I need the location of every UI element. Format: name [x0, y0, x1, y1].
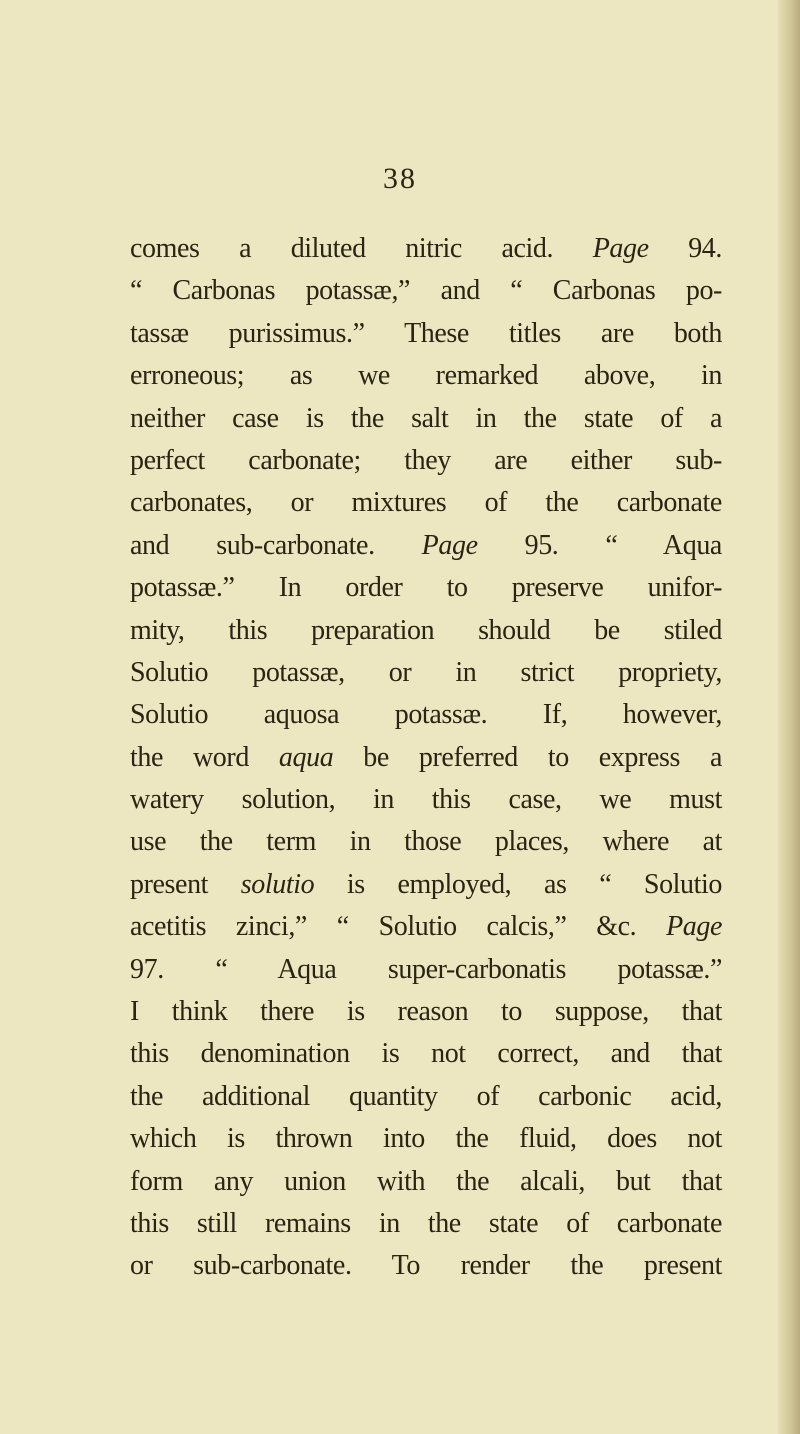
text-line: comes a diluted nitric acid. Page 94.	[130, 233, 723, 264]
text-line: I think there is reason to suppose, that	[130, 996, 723, 1028]
text-line: which is thrown into the fluid, does not	[130, 1123, 722, 1155]
text-line: “ Carbonas potassæ,” and “ Carbonas po-	[130, 275, 722, 307]
text-line: acetitis zinci,” “ Solutio calcis,” &c. Page	[130, 911, 723, 943]
text-line: form any union with the alcali, but that	[130, 1165, 722, 1197]
text-line: use the term in those places, where at	[130, 826, 722, 858]
text-line: watery solution, in this case, we must	[130, 784, 722, 816]
text-line: present solutio is employed, as “ Solutio	[130, 868, 723, 900]
text-line: neither case is the salt in the state of a	[130, 402, 723, 434]
text-line: mity, this preparation should be stiled	[130, 614, 722, 646]
text-line: erroneous; as we remarked above, in	[130, 360, 722, 392]
text-line: and sub-carbonate. Page 95. “ Aqua	[130, 529, 722, 561]
text-line: perfect carbonate; they are either sub-	[130, 444, 722, 476]
text-line: the additional quantity of carbonic acid,	[130, 1080, 723, 1112]
text-line: Solutio potassæ, or in strict propriety,	[130, 656, 723, 688]
text-line: or sub-carbonate. To render the present	[130, 1250, 722, 1282]
text-line: the word aqua be preferred to express a	[130, 741, 722, 773]
text-line: potassæ.” In order to preserve unifor-	[130, 572, 723, 604]
text-line: Solutio aquosa potassæ. If, however,	[130, 699, 723, 731]
text-line: carbonates, or mixtures of the carbonate	[130, 487, 722, 519]
page-number: 38	[383, 162, 417, 195]
text-line: this denomination is not correct, and that	[130, 1038, 722, 1070]
text-line: this still remains in the state of carbonate	[130, 1207, 722, 1239]
page-edge-shadow	[778, 0, 800, 1434]
body-text	[130, 228, 722, 1288]
text-line: tassæ purissimus.” These titles are both	[130, 317, 722, 349]
text-line: 97. “ Aqua super-carbonatis potassæ.”	[130, 953, 723, 985]
